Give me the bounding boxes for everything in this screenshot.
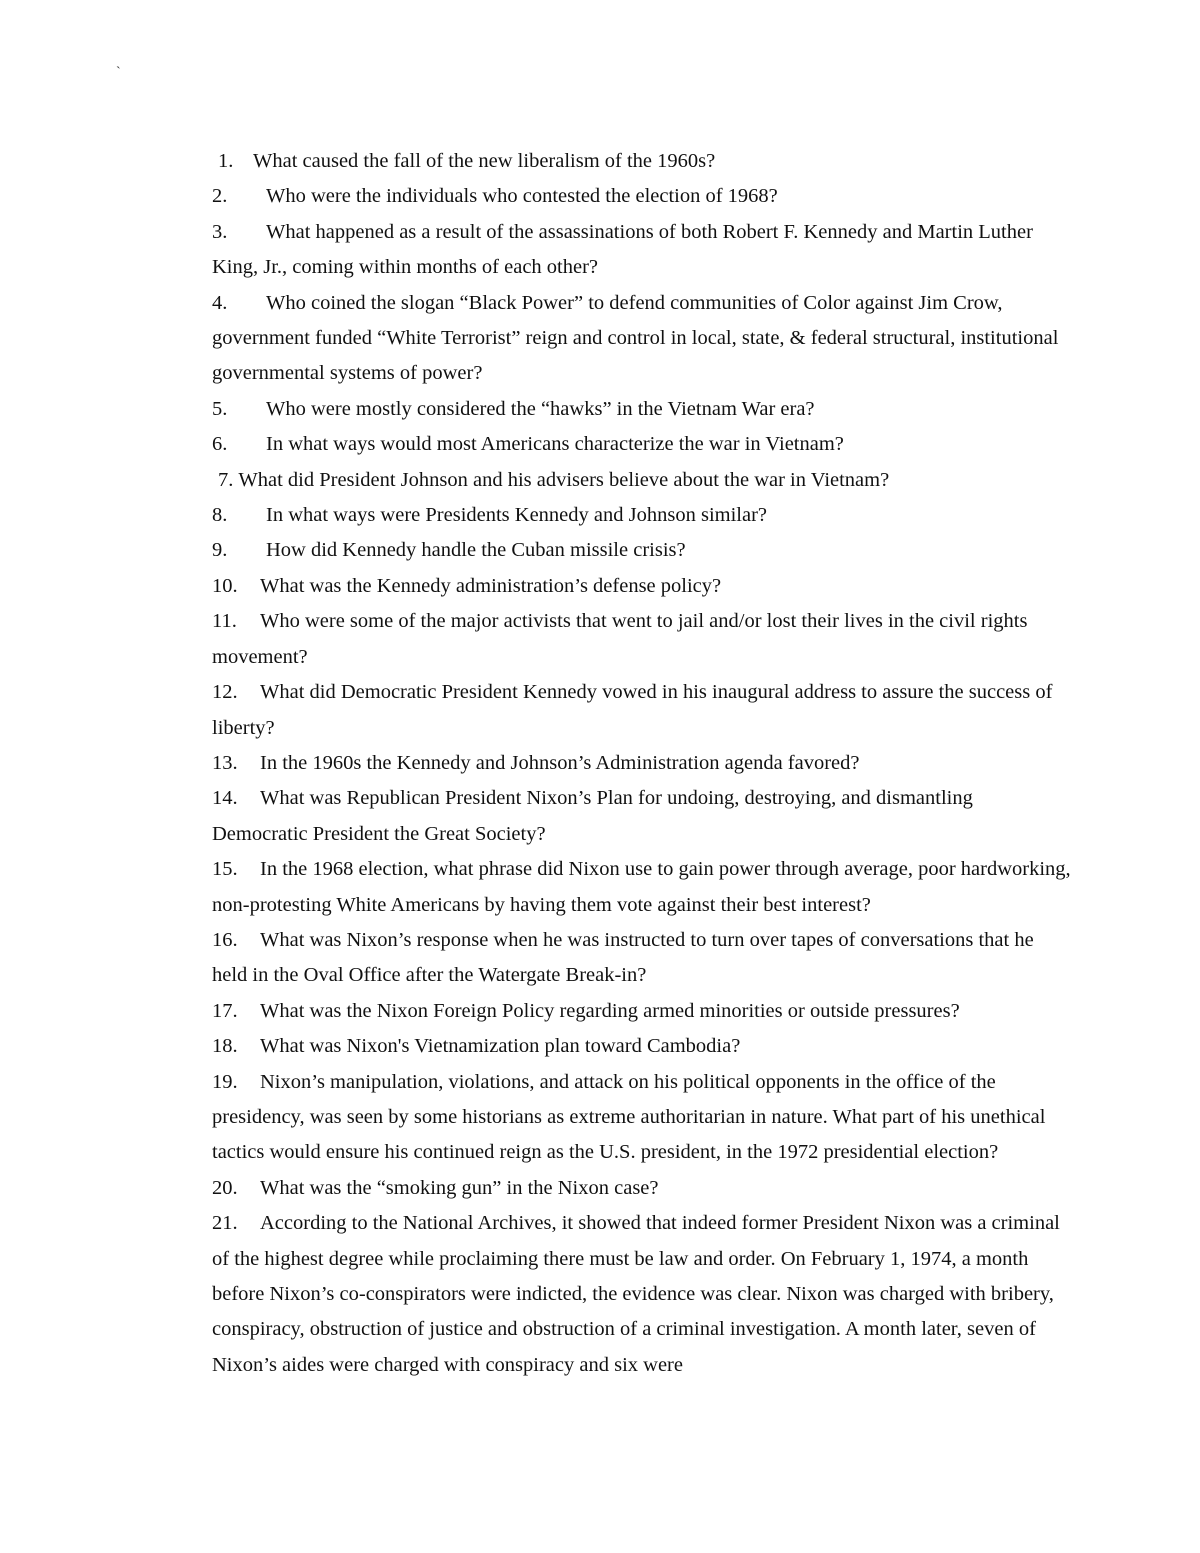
question-item [212,1029,1072,1064]
question-number: 7. [218,468,234,491]
question-text: In the 1968 election, what phrase did Nixon use to gain power through average, poor hardworking, non-protesting White Americans by having them vote against their best interest? [212,858,1071,916]
question-text: Nixon’s manipulation, violations, and attack on his political opponents in the office of the presidency, was seen by some historians as extreme authoritarian in nature. What part of his unethical tactics would ensure his continued reign as the U.S. president, in the 1972 presidential election? [212,1070,1046,1164]
stray-mark: ` [116,65,121,80]
question-number: 12. [212,681,238,704]
question-text: According to the National Archives, it showed that indeed former President Nixon was a criminal of the highest degree while proclaiming there must be law and order. On February 1, 1974, a month before Nixon’s co-conspirators were indicted, the evidence was clear. Nixon was charged with bribery, conspiracy, obstruction of justice and obstruction of a criminal investigation. A month later, seven of Nixon’s aides were charged with conspiracy and six were [212,1212,1060,1376]
question-text: Who coined the slogan “Black Power” to defend communities of Color against Jim Crow, government funded “White Terrorist” reign and control in local, state, & federal structural, institutional governmental systems of power? [212,291,1059,385]
question-text: What caused the fall of the new liberalism of the 1960s? [253,150,716,172]
question-text: What was Nixon's Vietnamization plan toward Cambodia? [260,1035,741,1058]
question-number: 1. [218,150,234,172]
question-number: 19. [212,1070,238,1093]
question-text: What did President Johnson and his advisers believe about the war in Vietnam? [238,468,890,491]
question-item [212,781,1072,852]
question-number: 18. [212,1035,238,1058]
question-item [212,533,1072,568]
question-text: What was the “smoking gun” in the Nixon case? [260,1176,659,1199]
question-item [212,427,1072,462]
question-item [212,463,1072,498]
question-number: 17. [212,999,238,1022]
question-text: Who were the individuals who contested the election of 1968? [266,185,778,208]
question-item [212,923,1072,994]
question-list [212,144,1072,1383]
question-number: 15. [212,858,238,881]
question-item [212,604,1072,675]
question-text: In what ways were Presidents Kennedy and Johnson similar? [266,504,767,527]
question-number: 4. [212,291,228,314]
question-number: 20. [212,1176,238,1199]
question-number: 13. [212,751,238,774]
question-item [212,746,1072,781]
question-number: 14. [212,787,238,810]
question-item [212,994,1072,1029]
question-text: In what ways would most Americans characterize the war in Vietnam? [266,433,844,456]
question-text: Who were mostly considered the “hawks” in the Vietnam War era? [266,397,815,420]
question-text: What was Nixon’s response when he was instructed to turn over tapes of conversations that he held in the Oval Office after the Watergate Break-in? [212,928,1034,987]
question-item [212,1171,1072,1206]
question-text: What did Democratic President Kennedy vowed in his inaugural address to assure the success of liberty? [212,681,1053,739]
question-number: 3. [212,220,228,243]
question-number: 8. [212,504,228,527]
question-text: What was Republican President Nixon’s Plan for undoing, destroying, and dismantling Democratic President the Great Society? [212,787,973,845]
question-text: What was the Nixon Foreign Policy regarding armed minorities or outside pressures? [260,999,960,1022]
question-number: 5. [212,397,228,420]
question-number: 2. [212,185,228,208]
question-item [212,392,1072,427]
question-item [212,144,1072,179]
question-item [212,215,1072,286]
question-item [212,852,1072,923]
question-item [212,179,1072,214]
question-number: 10. [212,574,238,597]
question-text: How did Kennedy handle the Cuban missile crisis? [266,539,686,562]
question-item [212,675,1072,746]
question-number: 6. [212,433,228,456]
question-text: In the 1960s the Kennedy and Johnson’s Administration agenda favored? [260,751,860,774]
question-item [212,498,1072,533]
question-item [212,1206,1072,1383]
question-number: 16. [212,928,238,951]
question-number: 11. [212,610,237,633]
question-item [212,286,1072,392]
question-item [212,1065,1072,1171]
question-number: 21. [212,1212,238,1235]
question-text: What was the Kennedy administration’s defense policy? [260,574,722,597]
question-text: What happened as a result of the assassinations of both Robert F. Kennedy and Martin Luther King, Jr., coming within months of each other? [212,220,1033,279]
question-text: Who were some of the major activists that went to jail and/or lost their lives in the civil rights movement? [212,610,1028,668]
question-number: 9. [212,539,228,562]
question-item [212,569,1072,604]
